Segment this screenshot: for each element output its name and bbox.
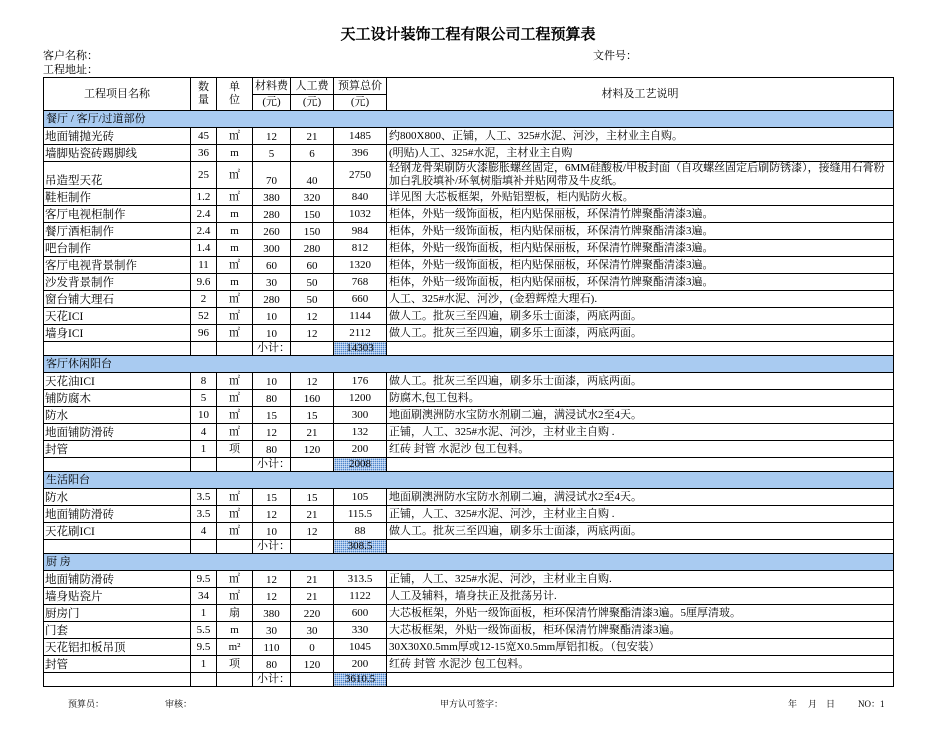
year-label: 年 — [788, 699, 798, 709]
unit-cell: ㎡ — [217, 128, 253, 145]
item-name-cell: 铺防腐木 — [44, 390, 191, 407]
labor-cost-cell: 12 — [291, 308, 334, 325]
unit-cell: 扇 — [217, 605, 253, 622]
unit-cell: ㎡ — [217, 506, 253, 523]
subtotal-row — [44, 673, 894, 687]
labor-cost-cell: 320 — [291, 189, 334, 206]
quantity-cell: 25 — [191, 162, 217, 189]
description-cell: 正铺，人工、325#水泥、河沙，主材业主自购 . — [387, 506, 894, 523]
labor-cost-cell: 120 — [291, 441, 334, 458]
material-cost-cell: 260 — [253, 223, 291, 240]
material-cost-cell: 30 — [253, 274, 291, 291]
section-header-row — [44, 472, 894, 489]
quantity-cell: 36 — [191, 145, 217, 162]
item-name-cell: 地面铺防滑砖 — [44, 424, 191, 441]
header-material-cost: 材料费 — [253, 78, 291, 95]
subtotal-label: 小计： — [253, 673, 291, 687]
unit-cell: ㎡ — [217, 390, 253, 407]
total-price-cell: 1144 — [334, 308, 387, 325]
budget-table — [43, 77, 894, 687]
subtotal-value: 2008 — [334, 458, 387, 472]
header-labor-currency: (元) — [291, 95, 334, 111]
item-name-cell — [44, 458, 191, 472]
labor-cost-cell: 15 — [291, 489, 334, 506]
table-row — [44, 257, 894, 274]
header-total-currency: (元) — [334, 95, 387, 111]
description-cell: 地面刷澳洲防水宝防水剂刷二遍，满浸试水2至4天。 — [387, 407, 894, 424]
subtotal-label: 小计： — [253, 458, 291, 472]
quantity-cell: 1 — [191, 441, 217, 458]
unit-cell — [217, 342, 253, 356]
header-item-name: 工程项目名称 — [44, 78, 191, 111]
item-name-cell: 地面铺防滑砖 — [44, 571, 191, 588]
unit-cell: ㎡ — [217, 308, 253, 325]
labor-cost-cell — [291, 540, 334, 554]
table-row — [44, 291, 894, 308]
description-cell: 做人工。批灰三至四遍，刷多乐士面漆，两底两面。 — [387, 325, 894, 342]
quantity-cell: 5.5 — [191, 622, 217, 639]
material-cost-cell: 280 — [253, 206, 291, 223]
header-unit: 单 位 — [217, 78, 253, 111]
unit-cell: ㎡ — [217, 489, 253, 506]
description-cell: (明贴)人工、325#水泥，主材业主自购 — [387, 145, 894, 162]
total-price-cell: 330 — [334, 622, 387, 639]
description-cell: 正铺，人工、325#水泥、河沙，主材业主自购. — [387, 571, 894, 588]
unit-cell: ㎡ — [217, 523, 253, 540]
unit-cell: m — [217, 240, 253, 257]
header-total-price: 预算总价 — [334, 78, 387, 95]
labor-cost-cell: 15 — [291, 407, 334, 424]
labor-cost-cell: 280 — [291, 240, 334, 257]
quantity-cell: 3.5 — [191, 506, 217, 523]
total-price-cell: 984 — [334, 223, 387, 240]
material-cost-cell: 380 — [253, 189, 291, 206]
table-row — [44, 274, 894, 291]
description-cell: 做人工。批灰三至四遍，刷多乐士面漆，两底两面。 — [387, 523, 894, 540]
client-signature-label: 甲方认可签字： — [440, 699, 504, 709]
labor-cost-cell — [291, 458, 334, 472]
total-price-cell: 2112 — [334, 325, 387, 342]
unit-cell: 项 — [217, 656, 253, 673]
total-price-cell: 812 — [334, 240, 387, 257]
total-price-cell: 768 — [334, 274, 387, 291]
material-cost-cell: 10 — [253, 308, 291, 325]
item-name-cell: 封管 — [44, 656, 191, 673]
material-cost-cell: 12 — [253, 588, 291, 605]
section-title: 厨 房 — [44, 554, 894, 571]
item-name-cell: 地面铺防滑砖 — [44, 506, 191, 523]
description-cell — [387, 458, 894, 472]
material-cost-cell: 30 — [253, 622, 291, 639]
item-name-cell: 沙发背景制作 — [44, 274, 191, 291]
description-cell: 轻钢龙骨架刷防火漆膨胀螺丝固定，6MM硅酸板/甲板封面（自攻螺丝固定后刷防锈漆），接缝用石膏粉加白乳胶填补/环氧树脂填补并贴网带及牛皮纸。 — [387, 162, 894, 189]
quantity-cell — [191, 458, 217, 472]
labor-cost-cell: 50 — [291, 274, 334, 291]
unit-cell — [217, 458, 253, 472]
material-cost-cell: 5 — [253, 145, 291, 162]
total-price-cell: 2750 — [334, 162, 387, 189]
quantity-cell: 3.5 — [191, 489, 217, 506]
material-cost-cell: 80 — [253, 656, 291, 673]
header-description: 材料及工艺说明 — [387, 78, 894, 111]
item-name-cell: 餐厅酒柜制作 — [44, 223, 191, 240]
unit-cell: ㎡ — [217, 291, 253, 308]
item-name-cell — [44, 540, 191, 554]
table-row — [44, 605, 894, 622]
item-name-cell: 墙脚贴瓷砖踢脚线 — [44, 145, 191, 162]
description-cell: 人工及辅料，墙身扶正及批荡另计. — [387, 588, 894, 605]
subtotal-value: 3610.5 — [334, 673, 387, 687]
description-cell: 防腐木,包工包料。 — [387, 390, 894, 407]
material-cost-cell: 300 — [253, 240, 291, 257]
file-number-label: 文件号： — [593, 50, 637, 62]
quantity-cell: 52 — [191, 308, 217, 325]
item-name-cell: 墙身ICI — [44, 325, 191, 342]
project-address-label: 工程地址： — [43, 64, 98, 76]
item-name-cell: 门套 — [44, 622, 191, 639]
unit-cell: m² — [217, 639, 253, 656]
description-cell — [387, 342, 894, 356]
unit-cell: ㎡ — [217, 189, 253, 206]
description-cell: 大芯板框架，外贴一级饰面板，柜环保清竹牌聚酯清漆3遍。5厘厚清玻。 — [387, 605, 894, 622]
unit-cell: m — [217, 206, 253, 223]
description-cell: 约800X800、正铺，人工、325#水泥、河沙，主材业主自购。 — [387, 128, 894, 145]
total-price-cell: 1045 — [334, 639, 387, 656]
table-row — [44, 407, 894, 424]
material-cost-cell: 60 — [253, 257, 291, 274]
total-price-cell: 105 — [334, 489, 387, 506]
table-row — [44, 206, 894, 223]
labor-cost-cell: 150 — [291, 223, 334, 240]
subtotal-row — [44, 540, 894, 554]
item-name-cell: 防水 — [44, 407, 191, 424]
labor-cost-cell: 21 — [291, 571, 334, 588]
table-row — [44, 145, 894, 162]
labor-cost-cell: 12 — [291, 325, 334, 342]
table-row — [44, 128, 894, 145]
item-name-cell: 吊造型天花 — [44, 162, 191, 189]
description-cell: 30X30X0.5mm厚或12-15宽X0.5mm厚铝扣板。（包安装） — [387, 639, 894, 656]
description-cell: 柜体，外贴一级饰面板，柜内贴保丽板，环保清竹牌聚酯清漆3遍。 — [387, 206, 894, 223]
unit-cell: m — [217, 223, 253, 240]
table-row — [44, 390, 894, 407]
section-header-row — [44, 356, 894, 373]
material-cost-cell: 80 — [253, 441, 291, 458]
total-price-cell: 660 — [334, 291, 387, 308]
section-header-row — [44, 554, 894, 571]
table-row — [44, 489, 894, 506]
material-cost-cell: 110 — [253, 639, 291, 656]
item-name-cell — [44, 673, 191, 687]
description-cell: 大芯板框架，外贴一级饰面板，柜环保清竹牌聚酯清漆3遍。 — [387, 622, 894, 639]
description-cell: 做人工。批灰三至四遍，刷多乐士面漆，两底两面。 — [387, 373, 894, 390]
table-row — [44, 308, 894, 325]
description-cell: 详见图 大芯板框架，外贴铝塑板，柜内贴防火板。 — [387, 189, 894, 206]
quantity-cell — [191, 540, 217, 554]
table-row — [44, 162, 894, 189]
total-price-cell: 600 — [334, 605, 387, 622]
description-cell — [387, 540, 894, 554]
table-row — [44, 639, 894, 656]
quantity-cell: 1 — [191, 656, 217, 673]
table-row — [44, 656, 894, 673]
item-name-cell: 防水 — [44, 489, 191, 506]
description-cell: 红砖 封管 水泥沙 包工包料。 — [387, 441, 894, 458]
quantity-cell: 96 — [191, 325, 217, 342]
labor-cost-cell: 21 — [291, 128, 334, 145]
unit-cell: ㎡ — [217, 162, 253, 189]
item-name-cell: 墙身贴瓷片 — [44, 588, 191, 605]
total-price-cell: 396 — [334, 145, 387, 162]
labor-cost-cell: 12 — [291, 523, 334, 540]
budget-sheet — [43, 77, 893, 710]
item-name-cell: 客厅电视柜制作 — [44, 206, 191, 223]
quantity-cell — [191, 342, 217, 356]
total-price-cell: 300 — [334, 407, 387, 424]
description-cell: 人工、325#水泥、河沙，(金碧辉煌大理石). — [387, 291, 894, 308]
material-cost-cell: 15 — [253, 407, 291, 424]
table-row — [44, 622, 894, 639]
table-row — [44, 424, 894, 441]
description-cell: 柜体，外贴一级饰面板，柜内贴保丽板，环保清竹牌聚酯清漆3遍。 — [387, 274, 894, 291]
header-row — [44, 78, 894, 95]
quantity-cell: 4 — [191, 424, 217, 441]
quantity-cell: 4 — [191, 523, 217, 540]
quantity-cell: 1.2 — [191, 189, 217, 206]
subtotal-value: 308.5 — [334, 540, 387, 554]
labor-cost-cell: 40 — [291, 162, 334, 189]
material-cost-cell: 10 — [253, 523, 291, 540]
page-number: NO：1 — [858, 699, 885, 709]
material-cost-cell: 12 — [253, 506, 291, 523]
material-cost-cell: 80 — [253, 390, 291, 407]
quantity-cell — [191, 673, 217, 687]
unit-cell: ㎡ — [217, 373, 253, 390]
total-price-cell: 1485 — [334, 128, 387, 145]
unit-cell: ㎡ — [217, 588, 253, 605]
header-material-currency: (元) — [253, 95, 291, 111]
item-name-cell: 天花ICI — [44, 308, 191, 325]
total-price-cell: 1032 — [334, 206, 387, 223]
unit-cell: ㎡ — [217, 424, 253, 441]
unit-cell — [217, 673, 253, 687]
estimator-label: 预算员： — [68, 699, 105, 709]
total-price-cell: 132 — [334, 424, 387, 441]
quantity-cell: 2.4 — [191, 223, 217, 240]
material-cost-cell: 70 — [253, 162, 291, 189]
material-cost-cell: 280 — [253, 291, 291, 308]
quantity-cell: 11 — [191, 257, 217, 274]
quantity-cell: 2.4 — [191, 206, 217, 223]
unit-cell: ㎡ — [217, 257, 253, 274]
table-row — [44, 373, 894, 390]
labor-cost-cell: 21 — [291, 506, 334, 523]
total-price-cell: 115.5 — [334, 506, 387, 523]
total-price-cell: 200 — [334, 656, 387, 673]
labor-cost-cell: 30 — [291, 622, 334, 639]
total-price-cell: 1200 — [334, 390, 387, 407]
total-price-cell: 176 — [334, 373, 387, 390]
day-label: 日 — [826, 699, 836, 709]
table-row — [44, 325, 894, 342]
item-name-cell: 鞋柜制作 — [44, 189, 191, 206]
labor-cost-cell: 160 — [291, 390, 334, 407]
material-cost-cell: 12 — [253, 424, 291, 441]
document-title: 天工设计装饰工程有限公司工程预算表 — [340, 27, 596, 43]
item-name-cell: 窗台铺大理石 — [44, 291, 191, 308]
section-header-row — [44, 111, 894, 128]
table-row — [44, 223, 894, 240]
header-labor-cost: 人工费 — [291, 78, 334, 95]
subtotal-label: 小计： — [253, 342, 291, 356]
description-cell: 柜体，外贴一级饰面板，柜内贴保丽板，环保清竹牌聚酯清漆3遍。 — [387, 257, 894, 274]
quantity-cell: 1 — [191, 605, 217, 622]
item-name-cell: 天花油ICI — [44, 373, 191, 390]
description-cell: 正铺，人工、325#水泥、河沙，主材业主自购 . — [387, 424, 894, 441]
labor-cost-cell: 50 — [291, 291, 334, 308]
table-row — [44, 571, 894, 588]
quantity-cell: 45 — [191, 128, 217, 145]
month-label: 月 — [808, 699, 818, 709]
description-cell — [387, 673, 894, 687]
total-price-cell: 200 — [334, 441, 387, 458]
labor-cost-cell: 60 — [291, 257, 334, 274]
item-name-cell: 厨房门 — [44, 605, 191, 622]
client-name-label: 客户名称： — [43, 50, 98, 62]
table-row — [44, 588, 894, 605]
item-name-cell: 吧台制作 — [44, 240, 191, 257]
quantity-cell: 2 — [191, 291, 217, 308]
total-price-cell: 88 — [334, 523, 387, 540]
labor-cost-cell: 12 — [291, 373, 334, 390]
labor-cost-cell: 6 — [291, 145, 334, 162]
material-cost-cell: 10 — [253, 373, 291, 390]
quantity-cell: 9.5 — [191, 571, 217, 588]
material-cost-cell: 12 — [253, 128, 291, 145]
item-name-cell: 天花铝扣板吊顶 — [44, 639, 191, 656]
quantity-cell: 34 — [191, 588, 217, 605]
table-header — [44, 78, 894, 111]
description-cell: 红砖 封管 水泥沙 包工包料。 — [387, 656, 894, 673]
unit-cell: m — [217, 145, 253, 162]
quantity-cell: 1.4 — [191, 240, 217, 257]
unit-cell: 项 — [217, 441, 253, 458]
labor-cost-cell — [291, 673, 334, 687]
item-name-cell: 天花刷ICI — [44, 523, 191, 540]
unit-cell: ㎡ — [217, 325, 253, 342]
unit-cell: ㎡ — [217, 407, 253, 424]
description-cell: 做人工。批灰三至四遍，刷多乐士面漆，两底两面。 — [387, 308, 894, 325]
table-row — [44, 523, 894, 540]
subtotal-row — [44, 458, 894, 472]
description-cell: 柜体，外贴一级饰面板，柜内贴保丽板，环保清竹牌聚酯清漆3遍。 — [387, 223, 894, 240]
section-title: 餐厅 / 客厅/过道部份 — [44, 111, 894, 128]
table-row — [44, 189, 894, 206]
labor-cost-cell: 220 — [291, 605, 334, 622]
signature-footer — [43, 698, 893, 710]
table-row — [44, 506, 894, 523]
subtotal-label: 小计： — [253, 540, 291, 554]
item-name-cell: 地面铺抛光砖 — [44, 128, 191, 145]
reviewer-label: 审核： — [165, 699, 193, 709]
labor-cost-cell — [291, 342, 334, 356]
quantity-cell: 5 — [191, 390, 217, 407]
quantity-cell: 9.5 — [191, 639, 217, 656]
subtotal-row — [44, 342, 894, 356]
total-price-cell: 313.5 — [334, 571, 387, 588]
material-cost-cell: 380 — [253, 605, 291, 622]
labor-cost-cell: 21 — [291, 588, 334, 605]
unit-cell: m — [217, 622, 253, 639]
labor-cost-cell: 0 — [291, 639, 334, 656]
quantity-cell: 10 — [191, 407, 217, 424]
item-name-cell — [44, 342, 191, 356]
description-cell: 地面刷澳洲防水宝防水剂刷二遍，满浸试水2至4天。 — [387, 489, 894, 506]
total-price-cell: 1122 — [334, 588, 387, 605]
total-price-cell: 1320 — [334, 257, 387, 274]
table-row — [44, 240, 894, 257]
section-title: 客厅休闲阳台 — [44, 356, 894, 373]
material-cost-cell: 10 — [253, 325, 291, 342]
item-name-cell: 封管 — [44, 441, 191, 458]
material-cost-cell: 12 — [253, 571, 291, 588]
quantity-cell: 8 — [191, 373, 217, 390]
labor-cost-cell: 21 — [291, 424, 334, 441]
labor-cost-cell: 120 — [291, 656, 334, 673]
table-row — [44, 441, 894, 458]
section-title: 生活阳台 — [44, 472, 894, 489]
unit-cell — [217, 540, 253, 554]
total-price-cell: 840 — [334, 189, 387, 206]
subtotal-value: 14303 — [334, 342, 387, 356]
material-cost-cell: 15 — [253, 489, 291, 506]
header-quantity: 数 量 — [191, 78, 217, 111]
unit-cell: m — [217, 274, 253, 291]
unit-cell: ㎡ — [217, 571, 253, 588]
quantity-cell: 9.6 — [191, 274, 217, 291]
budget-table-body — [44, 111, 894, 687]
item-name-cell: 客厅电视背景制作 — [44, 257, 191, 274]
labor-cost-cell: 150 — [291, 206, 334, 223]
description-cell: 柜体，外贴一级饰面板，柜内贴保丽板，环保清竹牌聚酯清漆3遍。 — [387, 240, 894, 257]
